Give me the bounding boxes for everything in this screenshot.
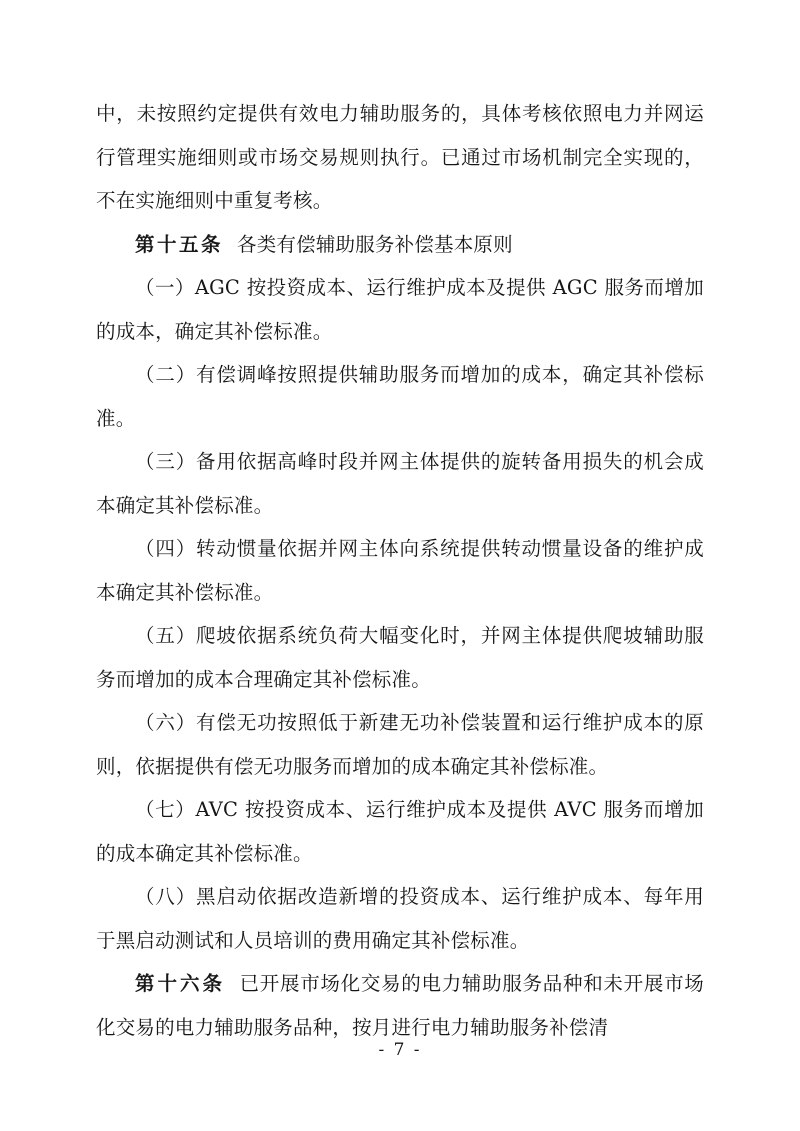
paragraph-item-3: （三）备用依据高峰时段并网主体提供的旋转备用损失的机会成本确定其补偿标准。 bbox=[96, 450, 704, 517]
paragraph-item-8: （八）黑启动依据改造新增的投资成本、运行维护成本、每年用于黑启动测试和人员培训的费用确定其补偿标准。 bbox=[96, 885, 704, 952]
page-body bbox=[96, 92, 704, 1049]
paragraph-item-1: （一）AGC 按投资成本、运行维护成本及提供 AGC 服务而增加的成本，确定其补偿标准。 bbox=[96, 276, 704, 343]
article-number-16: 第十六条 bbox=[135, 972, 226, 995]
page-footer bbox=[0, 1040, 800, 1060]
paragraph-item-5: （五）爬坡依据系统负荷大幅变化时，并网主体提供爬坡辅助服务而增加的成本合理确定其补偿标准。 bbox=[96, 624, 704, 691]
paragraph-article-16 bbox=[96, 962, 704, 1049]
paragraph-item-4: （四）转动惯量依据并网主体向系统提供转动惯量设备的维护成本确定其补偿标准。 bbox=[96, 537, 704, 604]
article-15-title: 各类有偿辅助服务补偿基本原则 bbox=[237, 232, 513, 256]
paragraph-item-7: （七）AVC 按投资成本、运行维护成本及提供 AVC 服务而增加的成本确定其补偿标准。 bbox=[96, 798, 704, 865]
paragraph-continuation: 中，未按照约定提供有效电力辅助服务的，具体考核依照电力并网运行管理实施细则或市场交易规则执行。已通过市场机制完全实现的，不在实施细则中重复考核。 bbox=[96, 102, 704, 212]
page-number: - 7 - bbox=[378, 1040, 422, 1060]
paragraph-item-2: （二）有偿调峰按照提供辅助服务而增加的成本，确定其补偿标准。 bbox=[96, 363, 704, 430]
article-number-15: 第十五条 bbox=[135, 232, 224, 256]
paragraph-item-6: （六）有偿无功按照低于新建无功补偿装置和运行维护成本的原则，依据提供有偿无功服务而增加的成本确定其补偿标准。 bbox=[96, 711, 704, 778]
paragraph-article-15 bbox=[96, 223, 704, 267]
article-16-text: 已开展市场化交易的电力辅助服务品种和未开展市场化交易的电力辅助服务品种，按月进行电力辅助服务补偿清 bbox=[96, 972, 704, 1039]
